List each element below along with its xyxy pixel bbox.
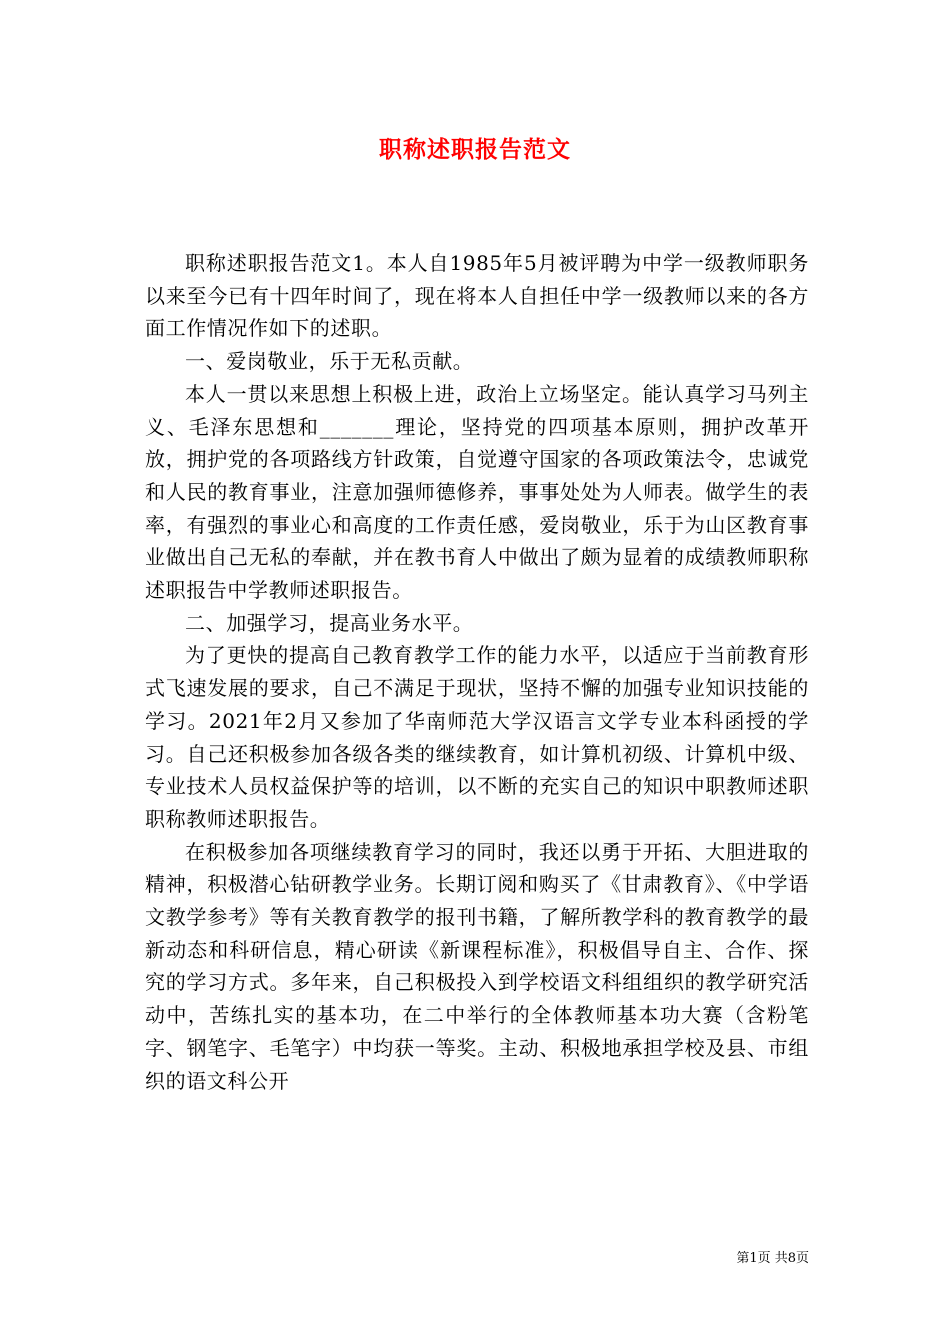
page-number: 第1页 共8页 — [736, 1251, 809, 1266]
paragraph: 为了更快的提高自己教育教学工作的能力水平，以适应于当前教育形式飞速发展的要求，自己不满足于现状，坚持不懈的加强专业知识技能的学习。2021年2月又参加了华南师范大学汉语言文学专业本科函授的学习。自己还积极参加各级各类的继续教育，如计算机初级、计算机中级、专业技术人员权益保护等的培训，以不断的充实自己的知识中职教师述职职称教师述职报告。 — [145, 643, 809, 831]
paragraph: 在积极参加各项继续教育学习的同时，我还以勇于开拓、大胆进取的精神，积极潜心钻研教学业务。长期订阅和购买了《甘肃教育》、《中学语文教学参考》等有关教育教学的报刊书籍，了解所教学科的教育教学的最新动态和科研信息，精心研读《新课程标准》，积极倡导自主、合作、探究的学习方式。多年来，自己积极投入到学校语文科组组织的教学研究活动中，苦练扎实的基本功，在二中举行的全体教师基本功大赛（含粉笔字、钢笔字、毛笔字）中均获一等奖。主动、积极地承担学校及县、市组织的语文科公开 — [145, 839, 809, 1093]
section-heading: 一、爱岗敬业，乐于无私贡献。 — [185, 349, 474, 374]
document-body — [145, 247, 809, 1097]
section-heading: 二、加强学习，提高业务水平。 — [185, 610, 474, 635]
document-title: 职称述职报告范文 — [379, 136, 571, 163]
paragraph: 本人一贯以来思想上积极上进，政治上立场坚定。能认真学习马列主义、毛泽东思想和_______理论，坚持党的四项基本原则，拥护改革开放，拥护党的各项路线方针政策，自觉遵守国家的各项政策法令，忠诚党和人民的教育事业，注意加强师德修养，事事处处为人师表。做学生的表率，有强烈的事业心和高度的工作责任感，爱岗敬业，乐于为山区教育事业做出自己无私的奉献，并在教书育人中做出了颇为显着的成绩教师职称述职报告中学教师述职报告。 — [145, 381, 809, 603]
paragraph: 职称述职报告范文1。本人自1985年5月被评聘为中学一级教师职务以来至今已有十四年时间了，现在将本人自担任中学一级教师以来的各方面工作情况作如下的述职。 — [145, 251, 809, 341]
